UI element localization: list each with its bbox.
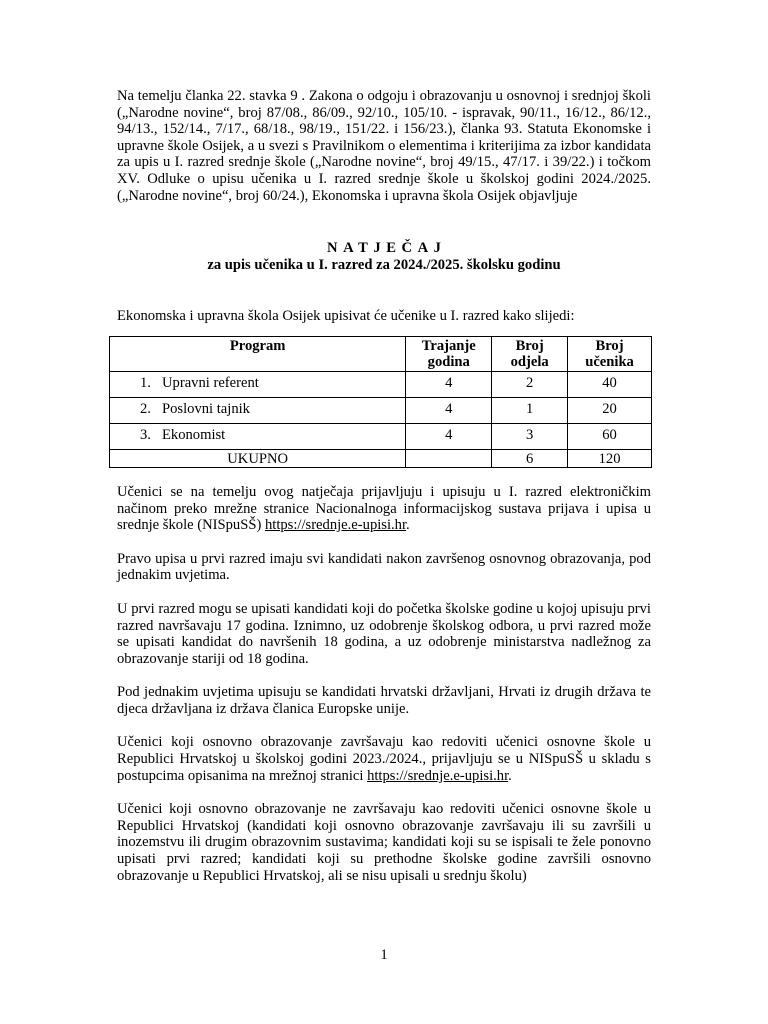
table-row xyxy=(110,371,652,397)
page-number: 1 xyxy=(380,947,388,963)
header-duration: Trajanje godina xyxy=(406,336,492,371)
document-page xyxy=(117,88,651,884)
intro-paragraph: Na temelju članka 22. stavka 9 . Zakona o odgoju i obrazovanju u osnovnoj i srednjoj školi („Narodne novine“, broj 87/08., 86/09., 92/10., 105/10. - ispravak, 90/11., 16/12., 86/12., 94/13., 152/14., 7/17., 68/18., 98/19., 151/22. i 156/23.), članka 93. Statuta Ekonomske i upravne škole Osijek, a u svezi s Pravilnikom o elementima i kriterijima za izbor kandidata za upis u I. razred srednje škole („Narodne novine“, broj 49/15., 47/17. i 39/22.) i točkom XV. Odluke o upisu učenika u I. razred srednje škole u školskoj godini 2024./2025. („Narodne novine“, broj 60/24.), Ekonomska i upravna škola Osijek objavljuje xyxy=(117,88,651,204)
paragraph-age: U prvi razred mogu se upisati kandidati koji do početka školske godine u kojoj upisuju prvi razred navršavaju 17 godina. Iznimno, uz odobrenje školskog odbora, u prvi razred može se upisati kandidat do navršenih 18 godina, a uz odobrenje ministarstva nadležnog za obrazovanje stariji od 18 godina. xyxy=(117,600,651,667)
students-cell: 20 xyxy=(568,397,652,423)
table-row xyxy=(110,423,652,449)
header-students: Broj učenika xyxy=(568,336,652,371)
classes-cell: 1 xyxy=(492,397,568,423)
table-intro: Ekonomska i upravna škola Osijek upisivat će učenike u I. razred kako slijedi: xyxy=(117,308,575,325)
paragraph-other-students: Učenici koji osnovno obrazovanje ne završavaju kao redoviti učenici osnovne škole u Republici Hrvatskoj (kandidati koji osnovno obrazovanje završavaju ili su završili u inozemstvu ili drugim obrazovnim sustavima; kandidati koji su se ispisali te žele ponovno upisati prvi razred; kandidati koji su prethodne školske godine završili osnovno obrazovanje u Republici Hrvatskoj, ali se nisu upisali u srednju školu) xyxy=(117,801,651,884)
document-subtitle: za upis učenika u I. razred za 2024./2025. školsku godinu xyxy=(207,256,561,273)
paragraph-citizenship: Pod jednakim uvjetima upisuju se kandidati hrvatski državljani, Hrvati iz drugih država te djeca državljana iz država članica Europske unije. xyxy=(117,684,651,717)
table-header-row xyxy=(110,336,652,371)
table-total-row xyxy=(110,449,652,467)
duration-cell: 4 xyxy=(406,423,492,449)
paragraph-registration: Učenici se na temelju ovog natječaja prijavljuju i upisuju u I. razred elektroničkim načinom preko mrežne stranice Nacionalnoga informacijskog sustava prijava i upisa u srednje škole (NISpuSŠ) https://srednje.e-upisi.hr. xyxy=(117,483,651,534)
program-cell: 2. Poslovni tajnik xyxy=(110,397,406,423)
program-cell: 3. Ekonomist xyxy=(110,423,406,449)
students-cell: 40 xyxy=(568,371,652,397)
paragraph-regular-students: Učenici koji osnovno obrazovanje završavaju kao redoviti učenici osnovne škole u Republici Hrvatskoj u školskoj godini 2023./2024., prijavljuju se u NISpuSŠ u skladu s postupcima opisanima na mrežnoj stranici https://srednje.e-upisi.hr. xyxy=(117,734,651,784)
total-duration xyxy=(406,449,492,467)
classes-cell: 2 xyxy=(492,371,568,397)
paragraph-eligibility: Pravo upisa u prvi razred imaju svi kandidati nakon završenog osnovnog obrazovanja, pod jednakim uvjetima. xyxy=(117,550,651,584)
header-classes: Broj odjela xyxy=(492,336,568,371)
header-program: Program xyxy=(110,336,406,371)
total-label: UKUPNO xyxy=(110,449,406,467)
total-classes: 6 xyxy=(492,449,568,467)
title-text: NATJEČAJ xyxy=(327,240,447,257)
duration-cell: 4 xyxy=(406,397,492,423)
students-cell: 60 xyxy=(568,423,652,449)
duration-cell: 4 xyxy=(406,371,492,397)
table-row xyxy=(110,397,652,423)
document-title xyxy=(117,240,651,257)
classes-cell: 3 xyxy=(492,423,568,449)
enrollment-table xyxy=(109,336,652,468)
e-upisi-link[interactable]: https://srednje.e-upisi.hr xyxy=(367,767,509,784)
e-upisi-link[interactable]: https://srednje.e-upisi.hr xyxy=(264,517,407,534)
program-cell: 1. Upravni referent xyxy=(110,371,406,397)
total-students: 120 xyxy=(568,449,652,467)
